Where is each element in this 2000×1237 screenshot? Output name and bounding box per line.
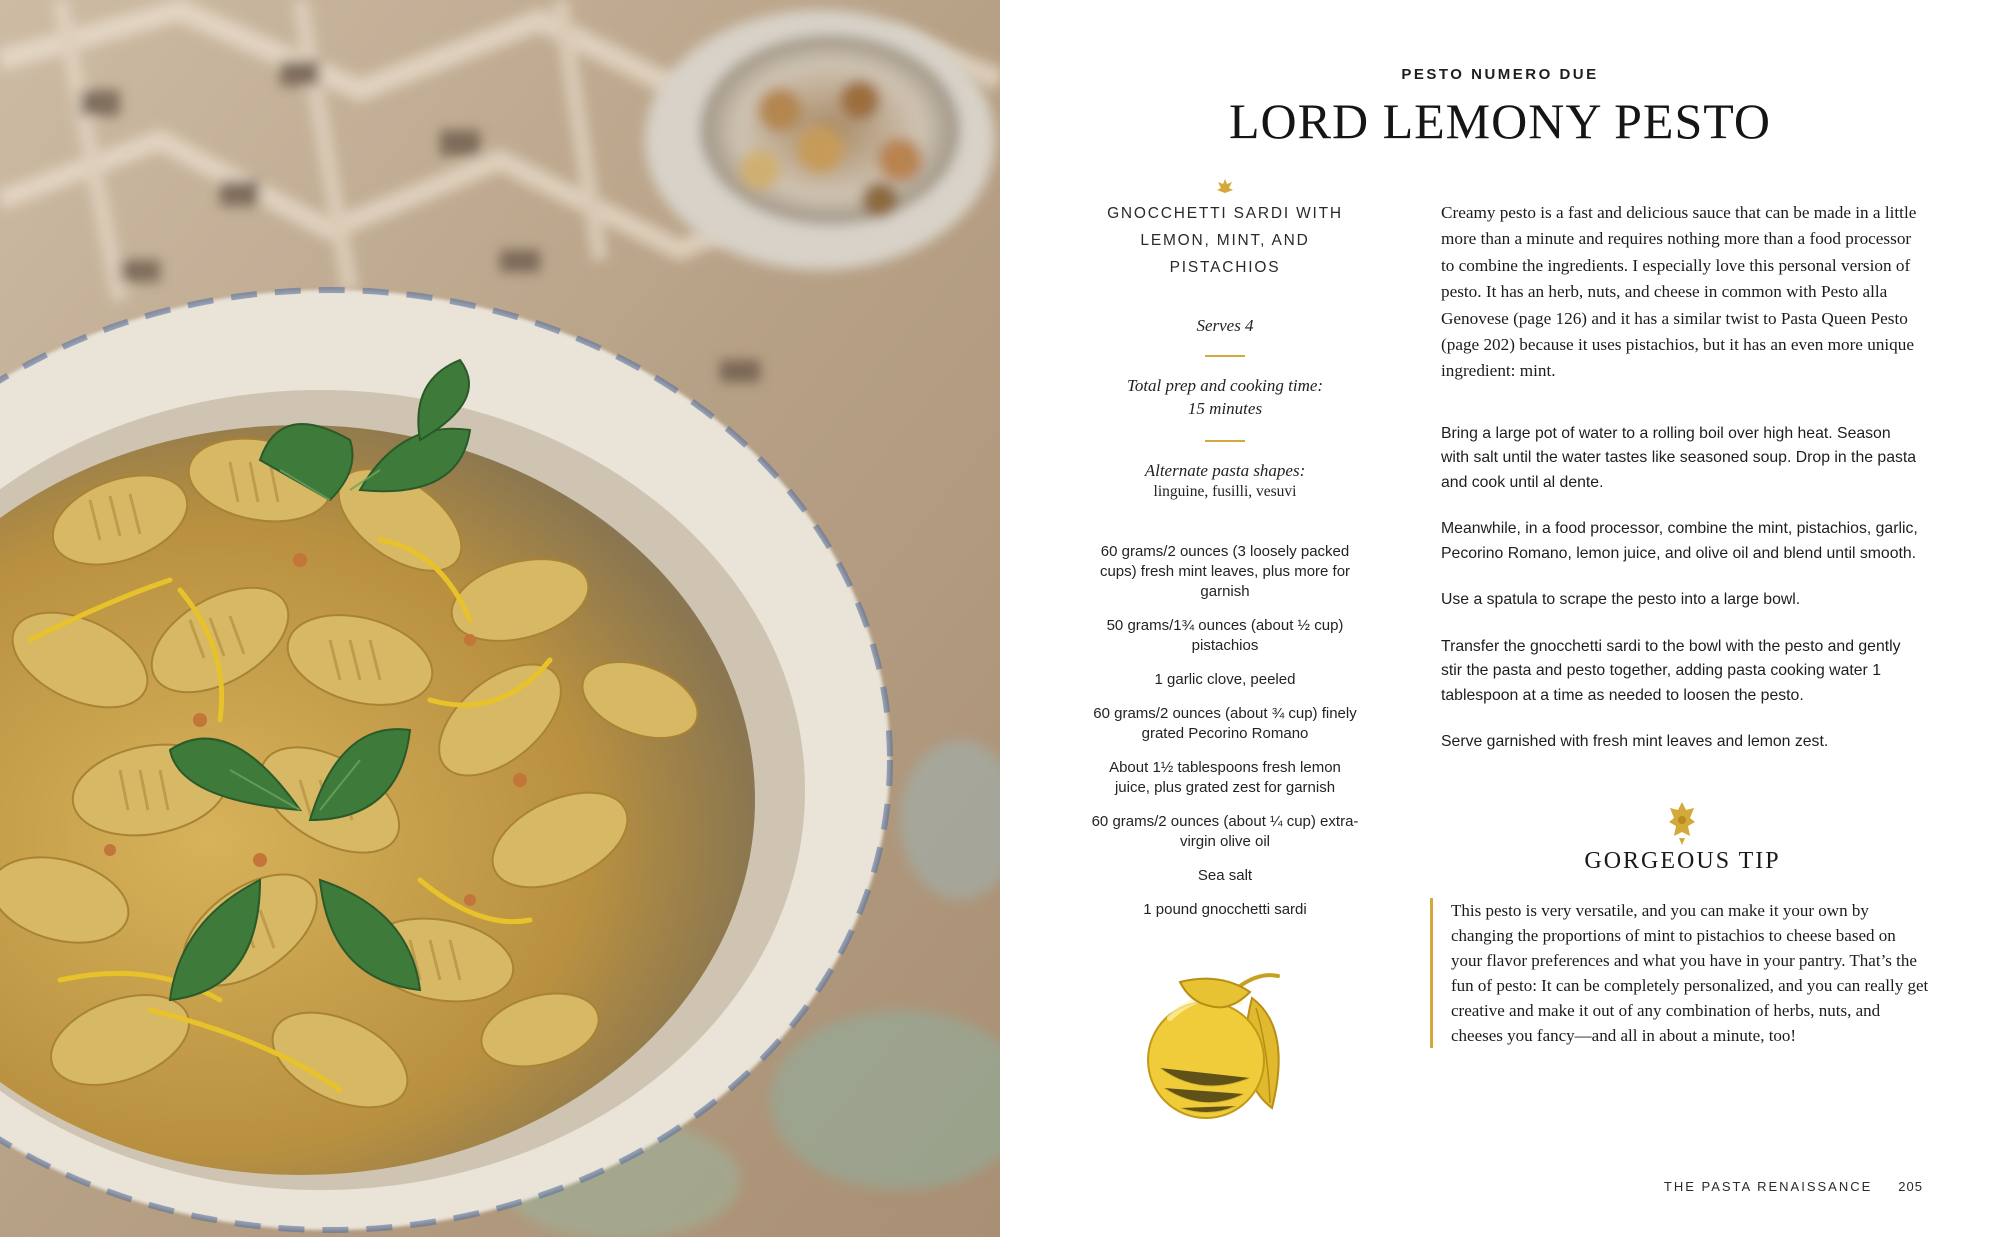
ingredient-item: 1 garlic clove, peeled [1154,671,1296,688]
method-step: Serve garnished with fresh mint leaves and lemon zest. [1441,733,1829,751]
ingredient-item: 60 grams/2 ounces (about ¾ cup) finely grated Pecorino Romano [1093,705,1357,742]
page-number: 205 [1898,1179,1923,1194]
recipe-info-column [1090,178,1360,934]
ingredient-item: Sea salt [1197,867,1253,884]
lemon-illustration-icon [1140,968,1310,1128]
recipe-subtitle: GNOCCHETTI SARDI WITH LEMON, MINT, AND PISTACHIOS [1107,205,1343,276]
crest-icon [1216,178,1234,194]
recipe-title: LORD LEMONY PESTO [1228,93,1772,149]
page-footer [1664,1179,1923,1194]
time-value: 15 minutes [1187,399,1263,418]
shapes-value: linguine, fusilli, vesuvi [1153,483,1297,500]
ingredient-item: 60 grams/2 ounces (3 loosely packed cups) fresh mint leaves, plus more for garnish [1099,543,1351,600]
time-label: Total prep and cooking time: [1126,376,1324,395]
tip-box [1430,898,1930,1048]
tip-title: GORGEOUS TIP [1584,848,1781,874]
ingredient-item: About 1½ tablespoons fresh lemon juice, plus grated zest for garnish [1109,759,1341,796]
recipe-text-column [1441,200,1923,777]
book-title: THE PASTA RENAISSANCE [1663,1179,1873,1194]
crest-icon [1667,800,1697,846]
serves-text: Serves 4 [1196,316,1254,335]
ingredient-item: 1 pound gnocchetti sardi [1143,901,1307,918]
method-step: Meanwhile, in a food processor, combine the mint, pistachios, garlic, Pecorino Romano, lemon juice, and olive oil and blend until smooth. [1441,520,1918,562]
recipe-intro: Creamy pesto is a fast and delicious sauce that can be made in a little more than a minute and requires nothing more than a food processor to combine the ingredients. I especially love this personal version of pesto. It has an herb, nuts, and cheese in common with Pesto alla Genovese (page 126) and it has a similar twist to Pasta Queen Pesto (page 202) because it uses pistachios, but it has an even more unique ingredient: mint. [1441,203,1917,381]
shapes-label: Alternate pasta shapes: [1144,461,1306,480]
divider-rule [1205,355,1245,357]
tip-text: This pesto is very versatile, and you can make it your own by changing the proportions of mint to pistachios to cheese based on your flavor preferences and what you have in your pantry. That’s the fun of pesto: It can be completely personalized, and you can really get creative and make it out of any combination of herbs, nuts, and cheeses you fancy—and all in about a minute, too! [1451,901,1929,1045]
divider-rule [1205,440,1245,442]
method-step: Use a spatula to scrape the pesto into a large bowl. [1441,591,1801,609]
method-steps [1441,422,1923,755]
method-step: Transfer the gnocchetti sardi to the bowl with the pesto and gently stir the pasta and pesto together, adding pasta cooking water 1 tablespoon at a time as needed to loosen the pesto. [1441,637,1901,704]
ingredient-item: 50 grams/1¾ ounces (about ½ cup) pistachios [1106,617,1344,654]
ingredient-list [1090,542,1360,920]
method-step: Bring a large pot of water to a rolling boil over high heat. Season with salt until the water tastes like seasoned soup. Drop in the pasta and cook until al dente. [1441,424,1917,491]
ingredient-item: 60 grams/2 ounces (about ¼ cup) extra-virgin olive oil [1091,813,1359,850]
recipe-kicker: PESTO NUMERO DUE [1401,66,1599,83]
